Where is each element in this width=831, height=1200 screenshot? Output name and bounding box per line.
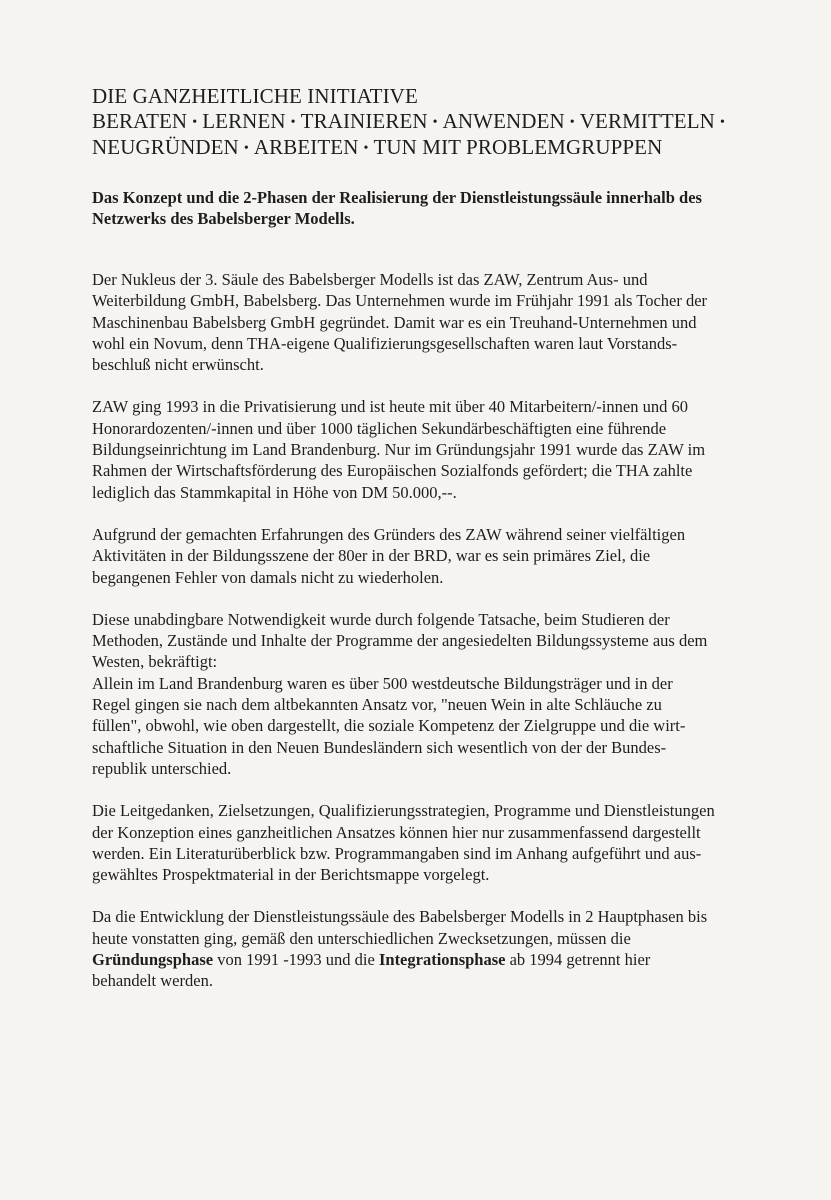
text-line: begangenen Fehler von damals nicht zu wiederholen.: [92, 567, 444, 587]
text-line: Die Leitgedanken, Zielsetzungen, Qualifizierungsstrategien, Programme und Dienstleistungen: [92, 801, 715, 821]
text-line: schaftliche Situation in den Neuen Bundesländern sich wesentlich von der der Bundes-: [92, 737, 667, 757]
subtitle-line: Das Konzept und die 2-Phasen der Realisierung der Dienstleistungssäule innerhalb des: [92, 188, 702, 207]
heading-item: LERNEN: [202, 109, 286, 133]
text-line: heute vonstatten ging, gemäß den unterschiedlichen Zwecksetzungen, müssen die: [92, 928, 631, 948]
text-line: Aufgrund der gemachten Erfahrungen des Gründers des ZAW während seiner vielfältigen: [92, 524, 686, 544]
text-line: gewähltes Prospektmaterial in der Berichtsmappe vorgelegt.: [92, 865, 490, 885]
text-line: Maschinenbau Babelsberg GmbH gegründet. Damit war es ein Treuhand-Unternehmen und: [92, 312, 697, 332]
text-line: Regel gingen sie nach dem altbekannten Ansatz vor, "neuen Wein in alte Schläuche zu: [92, 695, 662, 715]
document-page: [92, 84, 752, 992]
text-line: Der Nukleus der 3. Säule des Babelsberger Modells ist das ZAW, Zentrum Aus- und: [92, 270, 648, 289]
bullet-separator: •: [569, 115, 575, 130]
text-line: werden. Ein Literaturüberblick bzw. Programmangaben sind im Anhang aufgeführt und aus-: [92, 843, 702, 863]
paragraph-3: [92, 524, 752, 588]
bullet-separator: •: [363, 141, 369, 156]
text-line: füllen", obwohl, wie oben dargestellt, die soziale Kompetenz der Zielgruppe und die wirt-: [92, 716, 686, 736]
text-fragment: ab 1994 getrennt hier: [505, 950, 651, 970]
text-line: Rahmen der Wirtschaftsförderung des Europäischen Sozialfonds gefördert; die THA zahlte: [92, 461, 693, 481]
text-line: Westen, bekräftigt:: [92, 652, 218, 672]
bullet-separator: •: [290, 115, 296, 130]
heading-item: TUN MIT PROBLEMGRUPPEN: [373, 135, 663, 159]
heading-item: BERATEN: [92, 109, 188, 133]
text-fragment: von 1991 -1993 und die: [213, 950, 379, 970]
text-line: republik unterschied.: [92, 758, 232, 778]
text-line: ZAW ging 1993 in die Privatisierung und ist heute mit über 40 Mitarbeitern/-innen und 60: [92, 397, 688, 417]
bullet-separator: •: [719, 115, 725, 130]
heading-item: ARBEITEN: [253, 135, 359, 159]
text-line: wohl ein Novum, denn THA-eigene Qualifizierungsgesellschaften waren laut Vorstands-: [92, 333, 678, 353]
document-subtitle: [92, 187, 752, 229]
paragraph-4: [92, 609, 752, 779]
text-line: behandelt werden.: [92, 971, 213, 991]
text-line: Honorardozenten/-innen und über 1000 täglichen Sekundärbeschäftigten eine führende: [92, 418, 667, 438]
paragraph-5: [92, 800, 752, 885]
text-line: [92, 949, 752, 970]
heading-item: NEUGRÜNDEN: [92, 135, 239, 159]
text-line: der Konzeption eines ganzheitlichen Ansatzes können hier nur zusammenfassend dargestellt: [92, 822, 701, 842]
text-line: Aktivitäten in der Bildungsszene der 80er in der BRD, war es sein primäres Ziel, die: [92, 546, 651, 566]
bullet-separator: •: [432, 115, 438, 130]
bullet-separator: •: [243, 141, 249, 156]
heading-item: VERMITTELN: [579, 109, 715, 133]
paragraph-1: [92, 269, 752, 375]
heading-item: ANWENDEN: [442, 109, 565, 133]
paragraph-2: [92, 396, 752, 502]
heading-line-1: [92, 84, 752, 109]
bold-term-integrationsphase: Integrationsphase: [378, 950, 506, 970]
paragraph-6: [92, 906, 752, 991]
text-line: Weiterbildung GmbH, Babelsberg. Das Unternehmen wurde im Frühjahr 1991 als Tocher der: [92, 291, 708, 311]
text-line: Bildungseinrichtung im Land Brandenburg. Nur im Gründungsjahr 1991 wurde das ZAW im: [92, 440, 706, 460]
text-line: beschluß nicht erwünscht.: [92, 355, 264, 375]
text-line: Da die Entwicklung der Dienstleistungssäule des Babelsberger Modells in 2 Hauptphasen bis: [92, 907, 708, 927]
text-line: Diese unabdingbare Notwendigkeit wurde durch folgende Tatsache, beim Studieren der: [92, 609, 670, 629]
text-line: Methoden, Zustände und Inhalte der Programme der angesiedelten Bildungssysteme aus dem: [92, 631, 708, 651]
heading-title: DIE GANZHEITLICHE INITIATIVE: [92, 84, 418, 108]
text-line: Allein im Land Brandenburg waren es über 500 westdeutsche Bildungsträger und in der: [92, 673, 673, 693]
bold-term-gruendungsphase: Gründungsphase: [92, 950, 214, 970]
heading-line-2: [92, 109, 752, 135]
heading-line-3: [92, 135, 752, 161]
text-line: lediglich das Stammkapital in Höhe von DM 50.000,--.: [92, 482, 457, 502]
heading-item: TRAINIEREN: [300, 109, 428, 133]
subtitle-line: Netzwerks des Babelsberger Modells.: [92, 209, 355, 228]
bullet-separator: •: [192, 115, 198, 130]
